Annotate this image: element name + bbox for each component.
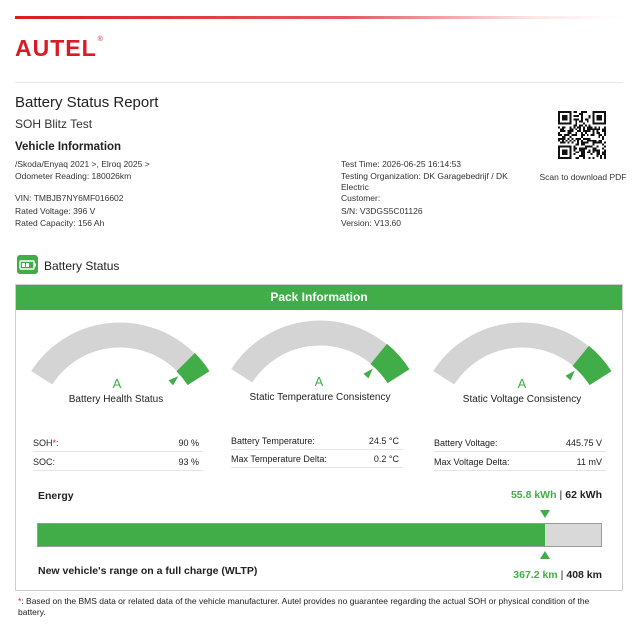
- energy-total: 62 kWh: [565, 489, 602, 501]
- soc-key: SOC:: [33, 457, 56, 467]
- range-values: [513, 569, 602, 581]
- energy-separator: |: [559, 489, 563, 501]
- battery-health-grade: A: [112, 376, 122, 391]
- header-divider: [15, 82, 623, 83]
- voltage-consistency-grade: A: [517, 376, 527, 391]
- footnote-flag: *: [18, 596, 22, 606]
- max-voltage-delta-row: [434, 453, 606, 471]
- energy-label: Energy: [38, 490, 74, 502]
- odometer-reading: Odometer Reading: 180026km: [15, 171, 132, 181]
- battery-temperature-key: Battery Temperature:: [231, 436, 315, 446]
- soh-value: 90 %: [178, 438, 199, 448]
- temperature-consistency-grade: A: [314, 374, 324, 389]
- soh-key-text: SOH: [33, 438, 53, 448]
- battery-voltage-key: Battery Voltage:: [434, 438, 498, 448]
- testing-organization: Testing Organization: DK Garagebedrijf / DK Electric: [341, 171, 508, 192]
- logo-text: AUTEL: [15, 35, 97, 61]
- max-voltage-delta-value: 11 mV: [576, 457, 602, 467]
- soh-key: [33, 438, 59, 448]
- serial-number: S/N: V3DGS5C01126: [341, 206, 423, 216]
- range-marker: [540, 551, 550, 559]
- energy-range-bar: [37, 523, 602, 547]
- footnote: [18, 596, 618, 618]
- logo-registered-mark: ®: [97, 36, 103, 43]
- software-version: Version: V13.60: [341, 218, 402, 228]
- soc-row: [33, 453, 203, 471]
- battery-voltage-row: [434, 434, 606, 452]
- range-total: 408 km: [566, 569, 602, 581]
- qr-code[interactable]: [558, 111, 606, 159]
- soh-suffix: :: [56, 438, 59, 448]
- energy-marker: [540, 510, 550, 518]
- section-title: Battery Status: [44, 259, 120, 273]
- report-subtitle: SOH Blitz Test: [15, 117, 93, 131]
- soc-value: 93 %: [178, 457, 199, 467]
- pack-information-header: Pack Information: [16, 285, 622, 310]
- battery-icon: [17, 255, 38, 274]
- rated-voltage: Rated Voltage: 396 V: [15, 206, 96, 216]
- energy-range-bar-fill: [38, 524, 545, 546]
- vehicle-model: /Skoda/Enyaq 2021 >, Elroq 2025 >: [15, 159, 150, 169]
- soh-flag: *: [52, 438, 57, 448]
- vehicle-info-heading: Vehicle Information: [15, 141, 122, 153]
- header-accent-line: [15, 16, 623, 19]
- max-temperature-delta-key: Max Temperature Delta:: [231, 454, 327, 464]
- battery-health-label: Battery Health Status: [68, 394, 164, 405]
- max-temperature-delta-row: [231, 450, 403, 468]
- range-separator: |: [560, 569, 564, 581]
- battery-temperature-row: [231, 432, 403, 450]
- customer: Customer:: [341, 193, 381, 203]
- energy-values: [511, 489, 602, 501]
- voltage-consistency-label: Static Voltage Consistency: [462, 394, 582, 405]
- range-label: New vehicle's range on a full charge (WLTP): [38, 565, 258, 577]
- range-current: 367.2 km: [513, 569, 558, 581]
- soh-row: [33, 434, 203, 452]
- energy-current: 55.8 kWh: [510, 489, 557, 501]
- battery-voltage-value: 445.75 V: [565, 438, 602, 448]
- report-title: Battery Status Report: [15, 94, 159, 111]
- battery-temperature-value: 24.5 °C: [368, 436, 399, 446]
- rated-capacity: Rated Capacity: 156 Ah: [15, 218, 105, 228]
- max-temperature-delta-value: 0.2 °C: [373, 454, 399, 464]
- vin: VIN: TMBJB7NY6MF016602: [15, 193, 124, 203]
- temperature-consistency-label: Static Temperature Consistency: [249, 392, 391, 403]
- test-time: Test Time: 2026-06-25 16:14:53: [341, 159, 462, 169]
- max-voltage-delta-key: Max Voltage Delta:: [434, 457, 510, 467]
- autel-logo: [15, 36, 103, 60]
- qr-caption: Scan to download PDF: [539, 172, 627, 182]
- footnote-text: : Based on the BMS data or related data of the vehicle manufacturer. Autel provides no guarantee regarding the actual SOH or physical condition of the battery.: [18, 596, 590, 617]
